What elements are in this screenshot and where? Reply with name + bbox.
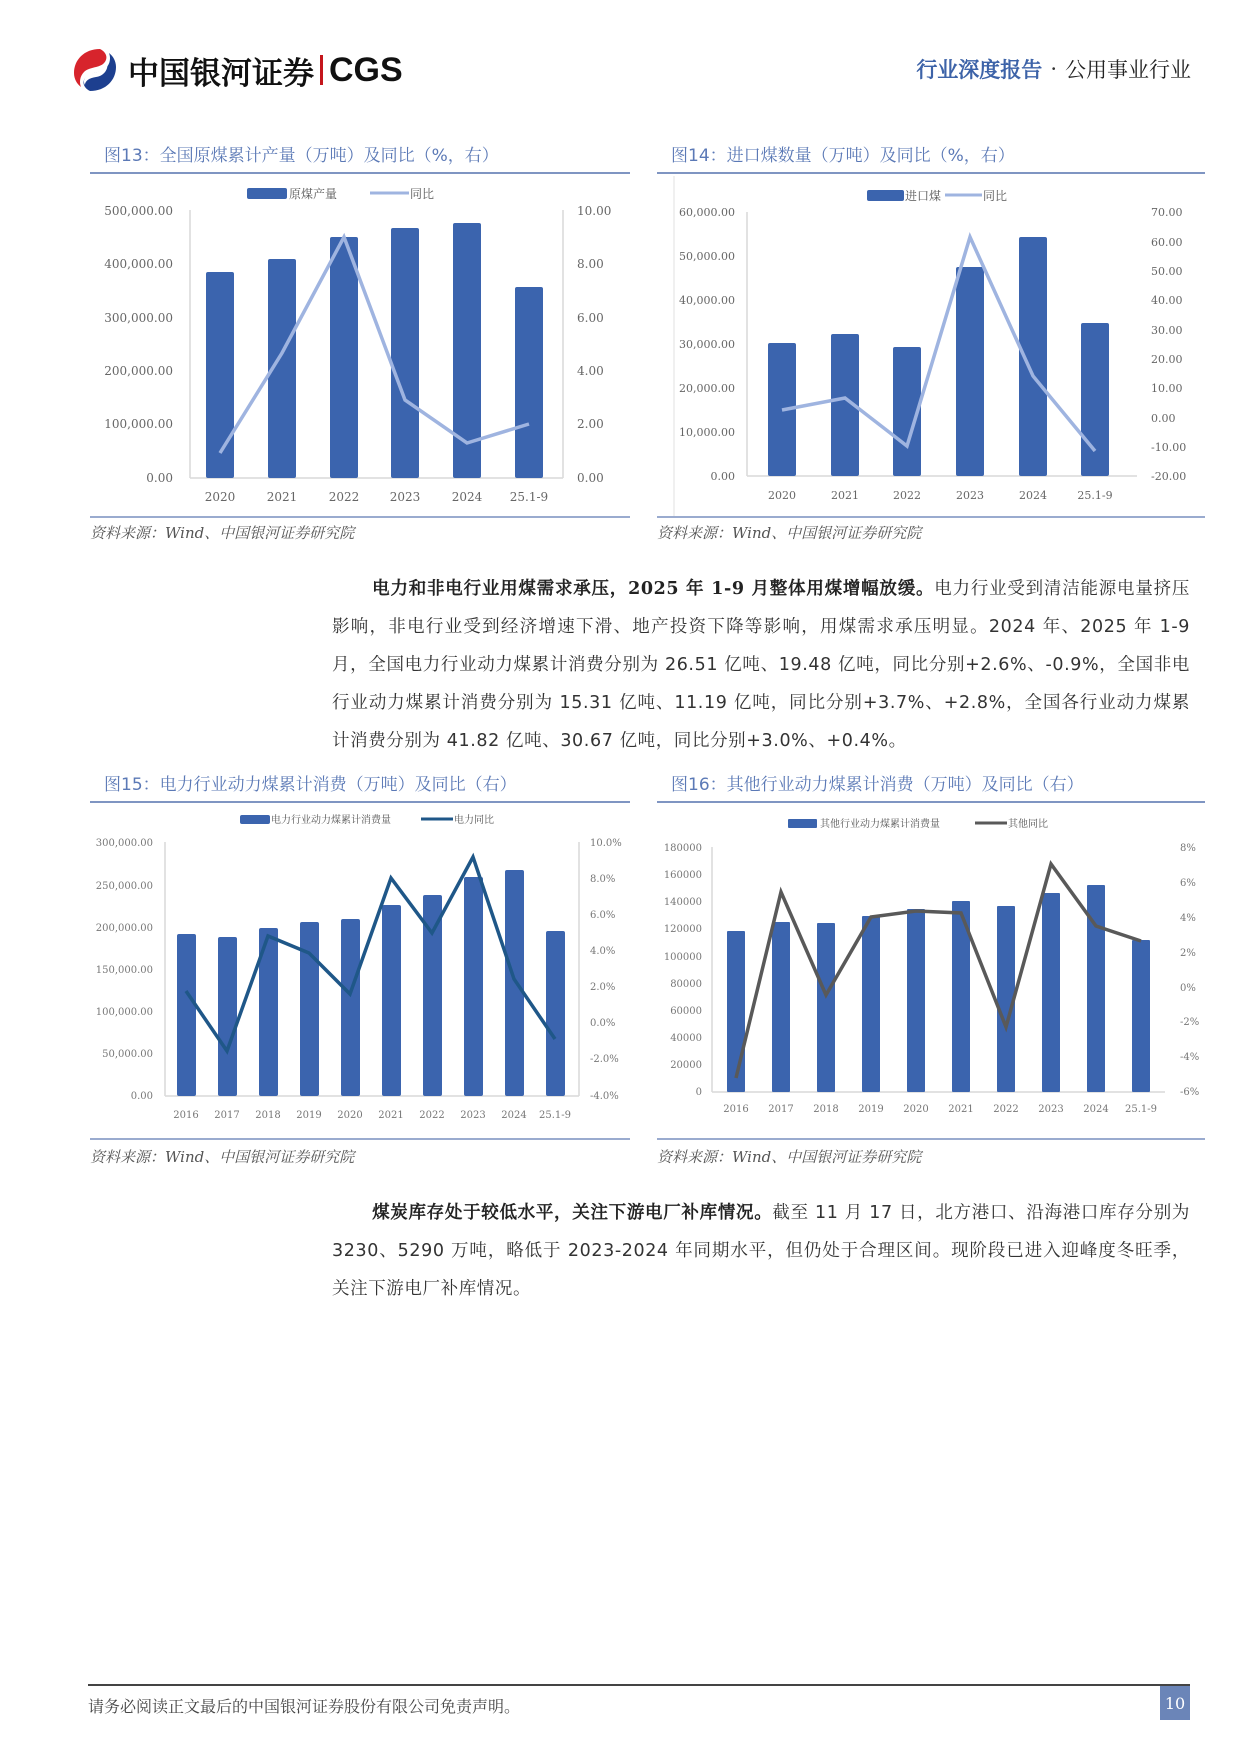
svg-text:100,000.00: 100,000.00: [95, 1007, 153, 1018]
footer-disclaimer: 请务必阅读正文最后的中国银河证券股份有限公司免责声明。: [88, 1697, 521, 1716]
svg-text:10.00: 10.00: [577, 204, 612, 218]
chart-13-raw-coal-output: [90, 176, 630, 516]
left-axis: [679, 206, 735, 483]
svg-text:2024: 2024: [451, 490, 483, 504]
svg-text:8.00: 8.00: [577, 257, 604, 271]
svg-text:100000: 100000: [663, 952, 702, 963]
svg-text:2022: 2022: [993, 1104, 1019, 1115]
bars: [768, 237, 1109, 476]
svg-text:0: 0: [695, 1087, 702, 1098]
svg-text:2020: 2020: [768, 489, 796, 502]
paragraph-coal-inventory: [332, 1194, 1190, 1308]
svg-text:160000: 160000: [663, 870, 702, 881]
chart-legend: [247, 186, 434, 201]
svg-text:2021: 2021: [266, 490, 298, 504]
svg-text:-2%: -2%: [1180, 1017, 1200, 1028]
industry-label: 公用事业行业: [1065, 58, 1191, 82]
svg-text:2022: 2022: [419, 1110, 445, 1121]
svg-text:8.0%: 8.0%: [590, 874, 616, 885]
footer-rule: [88, 1684, 1190, 1686]
svg-text:60.00: 60.00: [1151, 236, 1183, 249]
svg-text:100,000.00: 100,000.00: [104, 417, 173, 431]
svg-text:180000: 180000: [663, 843, 702, 854]
svg-text:10.00: 10.00: [1151, 382, 1183, 395]
svg-text:-4%: -4%: [1180, 1052, 1200, 1063]
left-axis: [104, 204, 173, 485]
svg-text:140000: 140000: [663, 897, 702, 908]
svg-text:250,000.00: 250,000.00: [95, 881, 153, 892]
svg-text:-20.00: -20.00: [1151, 470, 1187, 483]
svg-text:25.1-9: 25.1-9: [1077, 489, 1113, 502]
svg-text:-10.00: -10.00: [1151, 441, 1187, 454]
figure-title: 图14：进口煤数量（万吨）及同比（%，右）: [671, 146, 1015, 166]
svg-text:150,000.00: 150,000.00: [95, 965, 153, 976]
svg-text:500,000.00: 500,000.00: [104, 204, 173, 218]
figure-rule: [90, 801, 630, 803]
svg-text:2020: 2020: [204, 490, 236, 504]
svg-text:2021: 2021: [378, 1110, 404, 1121]
cgs-logo-icon: [70, 46, 120, 94]
figure-15: [90, 770, 630, 803]
svg-text:300,000.00: 300,000.00: [104, 311, 173, 325]
svg-text:80000: 80000: [670, 979, 702, 990]
svg-text:4%: 4%: [1180, 913, 1196, 924]
figure-bottom-rule: [657, 1138, 1205, 1140]
svg-text:6.00: 6.00: [577, 311, 604, 325]
yoy-line: [782, 237, 1095, 451]
svg-text:120000: 120000: [663, 924, 702, 935]
svg-text:同比: 同比: [983, 189, 1008, 203]
right-axis: [577, 204, 611, 485]
logo-cn-text: 中国银河证券: [128, 55, 314, 92]
svg-text:2020: 2020: [903, 1104, 929, 1115]
figure-title: 图15：电力行业动力煤累计消费（万吨）及同比（右）: [104, 775, 517, 795]
svg-text:2024: 2024: [501, 1110, 527, 1121]
chart-15-power-coal-consumption: [90, 805, 630, 1135]
svg-text:0%: 0%: [1180, 983, 1196, 994]
figure-13: [90, 141, 630, 174]
figure-source: 资料来源：Wind、中国银河证券研究院: [657, 524, 922, 542]
svg-text:20.00: 20.00: [1151, 353, 1183, 366]
svg-text:2021: 2021: [831, 489, 859, 502]
figure-16: [657, 770, 1205, 803]
figure-14: [657, 141, 1205, 174]
figure-rule: [657, 801, 1205, 803]
svg-text:0.00: 0.00: [577, 471, 604, 485]
svg-text:2016: 2016: [723, 1104, 749, 1115]
svg-text:2.0%: 2.0%: [590, 982, 616, 993]
figure-title: 图13：全国原煤累计产量（万吨）及同比（%，右）: [104, 146, 499, 166]
right-axis: [1151, 206, 1186, 483]
report-type: 行业深度报告: [916, 57, 1043, 82]
other-yoy-line: [736, 864, 1141, 1078]
svg-text:6.0%: 6.0%: [590, 910, 616, 921]
svg-text:2022: 2022: [328, 490, 360, 504]
yoy-line: [220, 237, 529, 453]
x-axis: [173, 1110, 571, 1121]
svg-text:6%: 6%: [1180, 878, 1196, 889]
svg-text:2024: 2024: [1083, 1104, 1109, 1115]
svg-text:400,000.00: 400,000.00: [104, 257, 173, 271]
svg-text:0.00: 0.00: [710, 470, 735, 483]
x-axis: [768, 489, 1113, 502]
figure-bottom-rule: [90, 1138, 630, 1140]
svg-text:同比: 同比: [410, 187, 435, 201]
svg-text:25.1-9: 25.1-9: [538, 1110, 572, 1121]
svg-text:2023: 2023: [956, 489, 984, 502]
svg-text:-6%: -6%: [1180, 1087, 1200, 1098]
svg-text:2023: 2023: [460, 1110, 486, 1121]
figure-source: 资料来源：Wind、中国银河证券研究院: [90, 1148, 355, 1166]
figure-source: 资料来源：Wind、中国银河证券研究院: [90, 524, 355, 542]
svg-text:2018: 2018: [255, 1110, 281, 1121]
figure-bottom-rule: [657, 516, 1205, 518]
figure-bottom-rule: [90, 516, 630, 518]
svg-text:300,000.00: 300,000.00: [95, 838, 153, 849]
svg-text:0.00: 0.00: [130, 1091, 153, 1102]
right-axis: [1180, 843, 1199, 1098]
svg-text:2023: 2023: [389, 490, 421, 504]
svg-text:40,000.00: 40,000.00: [679, 294, 735, 307]
svg-text:25.1-9: 25.1-9: [1124, 1104, 1158, 1115]
paragraph-coal-demand: [332, 570, 1190, 760]
svg-text:2.00: 2.00: [577, 417, 604, 431]
svg-text:2024: 2024: [1019, 489, 1047, 502]
svg-text:10.0%: 10.0%: [590, 838, 622, 849]
svg-text:2019: 2019: [858, 1104, 884, 1115]
svg-text:200,000.00: 200,000.00: [95, 923, 153, 934]
svg-text:2018: 2018: [813, 1104, 839, 1115]
svg-text:25.1-9: 25.1-9: [509, 490, 549, 504]
svg-text:2021: 2021: [948, 1104, 974, 1115]
svg-text:60,000.00: 60,000.00: [679, 206, 735, 219]
figure-rule: [657, 172, 1205, 174]
chart-legend: [867, 188, 1007, 203]
svg-text:4.0%: 4.0%: [590, 946, 616, 957]
bars: [206, 223, 543, 478]
svg-text:进口煤: 进口煤: [905, 189, 942, 203]
svg-text:2016: 2016: [173, 1110, 199, 1121]
chart-legend: [240, 813, 494, 826]
left-axis: [96, 838, 153, 1102]
svg-text:40.00: 40.00: [1151, 294, 1183, 307]
svg-text:30,000.00: 30,000.00: [679, 338, 735, 351]
paragraph-body: 截至 11 月 17 日，北方港口、沿海港口库存分别为 3230、5290 万吨，略低于 2023-2024 年同期水平，但仍处于合理区间。现阶段已进入迎峰度冬旺季，关注下游电厂补库情况。: [332, 1203, 1190, 1299]
company-logo: [70, 46, 403, 94]
svg-text:-2.0%: -2.0%: [590, 1054, 619, 1065]
logo-divider: [320, 55, 323, 85]
header-separator: ·: [1050, 57, 1057, 81]
svg-text:2017: 2017: [214, 1110, 240, 1121]
figure-source: 资料来源：Wind、中国银河证券研究院: [657, 1148, 922, 1166]
figure-rule: [90, 172, 630, 174]
chart-legend: [788, 817, 1048, 830]
svg-text:其他同比: 其他同比: [1008, 819, 1048, 830]
svg-text:20000: 20000: [670, 1060, 702, 1071]
chart-14-imported-coal: [657, 176, 1205, 516]
svg-text:30.00: 30.00: [1151, 324, 1183, 337]
report-header: [916, 54, 1191, 84]
x-axis: [723, 1104, 1157, 1115]
svg-text:8%: 8%: [1180, 843, 1196, 854]
page-number-badge: 10: [1160, 1686, 1190, 1720]
bars: [177, 870, 565, 1096]
svg-text:0.0%: 0.0%: [590, 1018, 616, 1029]
paragraph-lead: 电力和非电行业用煤需求承压，2025 年 1-9 月整体用煤增幅放缓。: [372, 579, 935, 599]
chart-16-other-coal-consumption: [657, 805, 1205, 1135]
svg-text:2022: 2022: [893, 489, 921, 502]
svg-text:2017: 2017: [768, 1104, 794, 1115]
logo-en-text: CGS: [329, 50, 403, 89]
svg-text:50.00: 50.00: [1151, 265, 1183, 278]
svg-text:0.00: 0.00: [1151, 412, 1176, 425]
left-axis: [664, 843, 702, 1098]
svg-text:-4.0%: -4.0%: [590, 1091, 619, 1102]
svg-text:10,000.00: 10,000.00: [679, 426, 735, 439]
right-axis: [590, 838, 622, 1102]
paragraph-body: 电力行业受到清洁能源电量挤压影响，非电行业受到经济增速下滑、地产投资下降等影响，用煤需求承压明显。2024 年、2025 年 1-9 月，全国电力行业动力煤累计消费分别为 26.51 亿吨、19.48 亿吨，同比分别+2.6%、-0.9%，全国非电行业动力煤累计消费分别为 15.31 亿吨、11.19 亿吨，同比分别+3.7%、+2.8%，全国各行业动力煤累计消费分别为 41.82 亿吨、30.67 亿吨，同比分别+3.0%、+0.4%。: [332, 579, 1190, 751]
svg-text:70.00: 70.00: [1151, 206, 1183, 219]
svg-text:50,000.00: 50,000.00: [102, 1049, 153, 1060]
svg-text:电力行业动力煤累计消费量: 电力行业动力煤累计消费量: [271, 815, 391, 826]
svg-text:电力同比: 电力同比: [454, 815, 494, 826]
figure-title: 图16：其他行业动力煤累计消费（万吨）及同比（右）: [671, 775, 1084, 795]
power-yoy-line: [186, 857, 555, 1051]
svg-text:原煤产量: 原煤产量: [289, 187, 338, 201]
x-axis: [205, 490, 548, 504]
svg-text:2023: 2023: [1038, 1104, 1064, 1115]
svg-text:50,000.00: 50,000.00: [679, 250, 735, 263]
paragraph-lead: 煤炭库存处于较低水平，关注下游电厂补库情况。: [372, 1203, 773, 1223]
svg-text:40000: 40000: [670, 1033, 702, 1044]
svg-text:0.00: 0.00: [146, 471, 173, 485]
svg-text:4.00: 4.00: [577, 364, 604, 378]
svg-text:200,000.00: 200,000.00: [104, 364, 173, 378]
svg-text:2019: 2019: [296, 1110, 322, 1121]
svg-text:2020: 2020: [337, 1110, 363, 1121]
svg-text:20,000.00: 20,000.00: [679, 382, 735, 395]
svg-text:60000: 60000: [670, 1006, 702, 1017]
svg-text:其他行业动力煤累计消费量: 其他行业动力煤累计消费量: [820, 819, 940, 830]
svg-text:2%: 2%: [1180, 948, 1196, 959]
